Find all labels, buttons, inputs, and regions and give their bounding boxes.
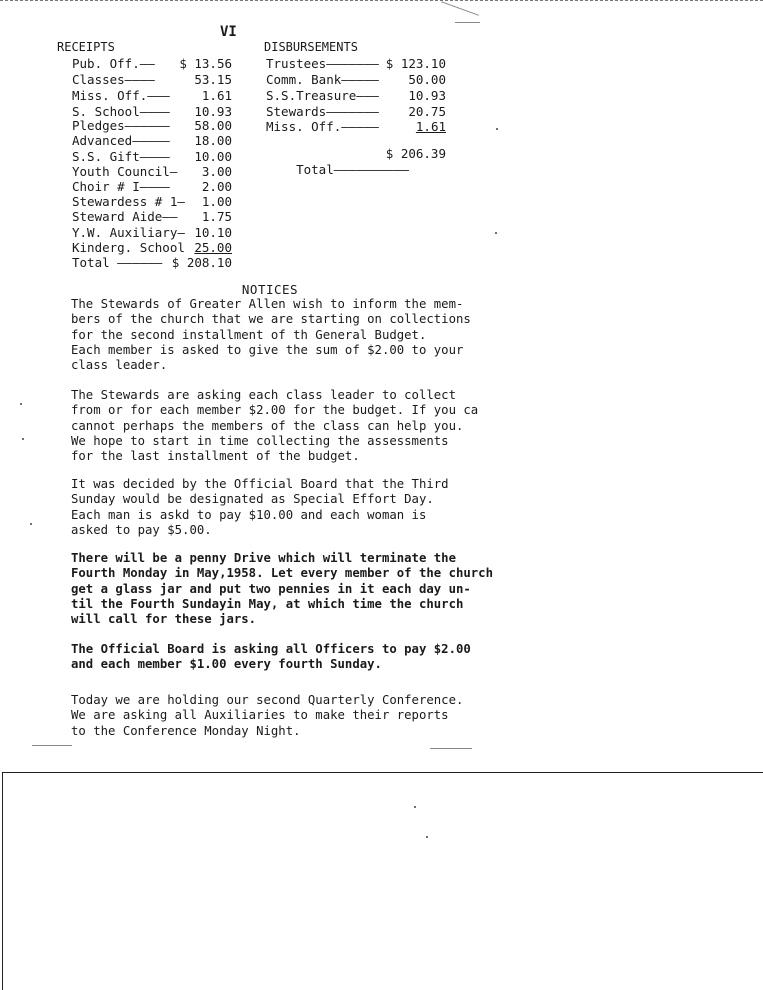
receipt-row — [72, 56, 232, 72]
receipt-amount: 1.61 — [201, 88, 232, 103]
receipt-amount: 10.10 — [194, 225, 232, 240]
notice-paragraph: There will be a penny Drive which will terminate the Fourth Monday in May,1958. Let every member of the church get a glass jar and put two pennies in it each day un- til the Fourth Sundayin May, at which time the church will call for these jars. — [71, 551, 493, 627]
disbursement-amount: 20.75 — [408, 104, 446, 119]
scan-mark — [32, 745, 72, 746]
receipt-row — [72, 240, 232, 256]
disbursement-row — [266, 72, 446, 88]
receipt-amount: 10.93 — [194, 104, 232, 119]
receipt-label: Stewardess # 1— — [72, 194, 185, 209]
disbursement-label: Miss. Off.————— — [266, 119, 379, 134]
notice-paragraph: The Official Board is asking all Officers to pay $2.00 and each member $1.00 every fourth Sunday. — [71, 642, 471, 672]
receipt-row — [72, 225, 232, 241]
receipt-label: Miss. Off.——— — [72, 88, 170, 103]
disbursement-amount: 10.93 — [408, 88, 446, 103]
receipt-label: Pledges—————— — [72, 118, 170, 133]
receipt-label: Steward Aide—— — [72, 209, 178, 224]
disbursement-label: Stewards——————— — [266, 104, 379, 119]
scan-speck — [426, 836, 428, 838]
receipt-label: Classes———— — [72, 72, 155, 87]
disbursement-amount: $ 123.10 — [385, 56, 446, 71]
receipt-amount: 2.00 — [201, 179, 232, 194]
disbursement-label: Trustees——————— — [266, 56, 379, 71]
receipt-row — [72, 88, 232, 104]
scan-speck — [495, 232, 497, 234]
disbursements-total-label: Total—————————— — [296, 162, 409, 177]
disbursement-amount: 1.61 — [415, 119, 446, 134]
disbursement-row — [266, 88, 446, 104]
scan-speck — [496, 128, 498, 130]
receipt-label: Y.W. Auxiliary— — [72, 225, 185, 240]
receipt-amount: 58.00 — [194, 118, 232, 133]
scan-speck — [20, 403, 22, 405]
scan-mark — [430, 748, 472, 749]
notice-paragraph: It was decided by the Official Board that the Third Sunday would be designated as Special Effort Day. Each man is askd to pay $10.00 and each woman is asked to pay $5.00. — [71, 477, 449, 537]
disbursements-total-amount: $ 206.39 — [385, 146, 446, 161]
receipt-row — [72, 255, 232, 271]
receipt-amount: 10.00 — [194, 149, 232, 164]
notices-title: NOTICES — [241, 282, 299, 297]
receipt-row — [72, 164, 232, 180]
scan-speck — [30, 523, 32, 525]
receipt-row — [72, 209, 232, 225]
receipt-amount: 3.00 — [201, 164, 232, 179]
receipt-amount: 1.75 — [201, 209, 232, 224]
receipt-amount: 1.00 — [201, 194, 232, 209]
receipt-label: Choir # I———— — [72, 179, 170, 194]
page-number: VI — [220, 24, 237, 40]
receipt-row — [72, 133, 232, 149]
receipt-label: Advanced————— — [72, 133, 170, 148]
receipt-amount: 25.00 — [194, 240, 232, 255]
disbursement-row — [266, 104, 446, 120]
receipt-row — [72, 149, 232, 165]
top-perforation — [0, 0, 763, 9]
scan-mark — [455, 22, 480, 23]
receipt-label: Kinderg. School — [72, 240, 185, 255]
receipt-amount: 53.15 — [194, 72, 232, 87]
receipt-amount: 18.00 — [194, 133, 232, 148]
receipt-row — [72, 194, 232, 210]
scan-speck — [414, 806, 416, 808]
receipts-heading: RECEIPTS — [57, 40, 115, 54]
scan-speck — [22, 438, 24, 440]
disbursements-heading: DISBURSEMENTS — [264, 40, 358, 54]
receipt-label: Youth Council— — [72, 164, 178, 179]
disbursement-label: Comm. Bank————— — [266, 72, 379, 87]
disbursement-row — [266, 119, 446, 135]
disbursements-total-row — [266, 146, 446, 210]
notice-paragraph: The Stewards of Greater Allen wish to inform the mem- bers of the church that we are starting on collections for the second installment of th General Budget. Each member is asked to give the sum of $2.00 to your class leader. — [71, 297, 471, 373]
receipt-amount: $ 208.10 — [171, 255, 232, 270]
disbursement-label: S.S.Treasure——— — [266, 88, 379, 103]
receipt-amount: $ 13.56 — [179, 56, 232, 71]
page-fold-edge — [2, 772, 763, 773]
disbursement-row — [266, 56, 446, 72]
receipt-label: Pub. Off.—— — [72, 56, 155, 71]
receipt-label: S.S. Gift———— — [72, 149, 170, 164]
receipt-row — [72, 118, 232, 134]
receipt-label: S. School———— — [72, 104, 170, 119]
receipt-row — [72, 72, 232, 88]
receipt-label: Total —————— — [72, 255, 163, 270]
notice-paragraph: The Stewards are asking each class leader to collect from or for each member $2.00 for the budget. If you ca cannot perhaps the members of the class can help you. We hope to start in time collecting the assessments for the last installment of the budget. — [71, 388, 479, 464]
notice-paragraph: Today we are holding our second Quarterly Conference. We are asking all Auxiliaries to make their reports to the Conference Monday Night. — [71, 693, 464, 738]
disbursement-amount: 50.00 — [408, 72, 446, 87]
receipt-row — [72, 179, 232, 195]
page-fold-edge-vertical — [2, 772, 3, 990]
